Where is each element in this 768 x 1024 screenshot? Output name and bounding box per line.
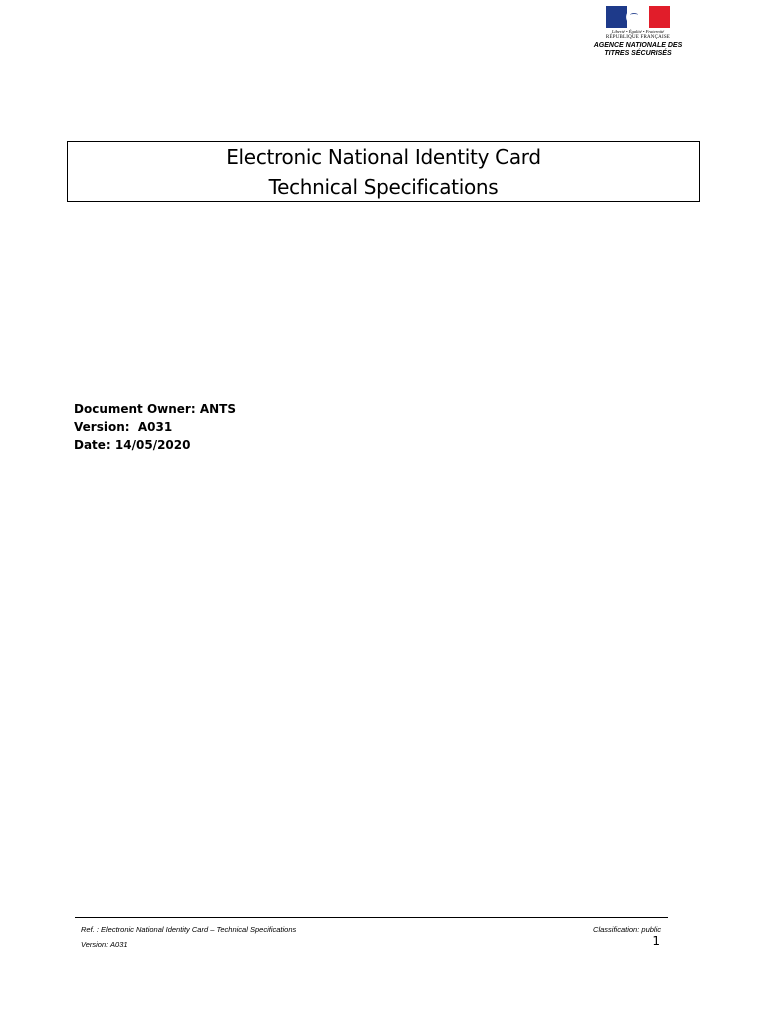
- footer-reference: Ref. : Electronic National Identity Card – Technical Specifications: [81, 925, 297, 934]
- logo-agency-line2: TITRES SÉCURISÉS: [604, 50, 672, 57]
- marianne-icon: [626, 8, 648, 26]
- document-owner: Document Owner: ANTS: [74, 402, 236, 416]
- french-republic-flag-icon: [606, 6, 670, 28]
- document-metadata: [74, 400, 236, 454]
- logo-agency-line1: AGENCE NATIONALE DES: [593, 42, 683, 49]
- footer-version: Version: A031: [81, 940, 128, 949]
- document-version: Version: A031: [74, 420, 173, 434]
- logo-republic: RÉPUBLIQUE FRANÇAISE: [605, 35, 671, 40]
- document-title-box: [67, 141, 700, 202]
- footer-divider: [75, 917, 668, 918]
- logo-motto: Liberté • Égalité • Fraternité: [611, 29, 665, 34]
- document-title-line1: Electronic National Identity Card: [226, 144, 541, 169]
- page-number: 1: [652, 934, 660, 948]
- document-title-line2: Technical Specifications: [268, 174, 499, 199]
- footer-classification: Classification: public: [593, 925, 661, 934]
- footer-left: [81, 922, 296, 952]
- ants-logo: [592, 4, 684, 60]
- footer-right: [593, 922, 661, 937]
- document-date: Date: 14/05/2020: [74, 438, 191, 452]
